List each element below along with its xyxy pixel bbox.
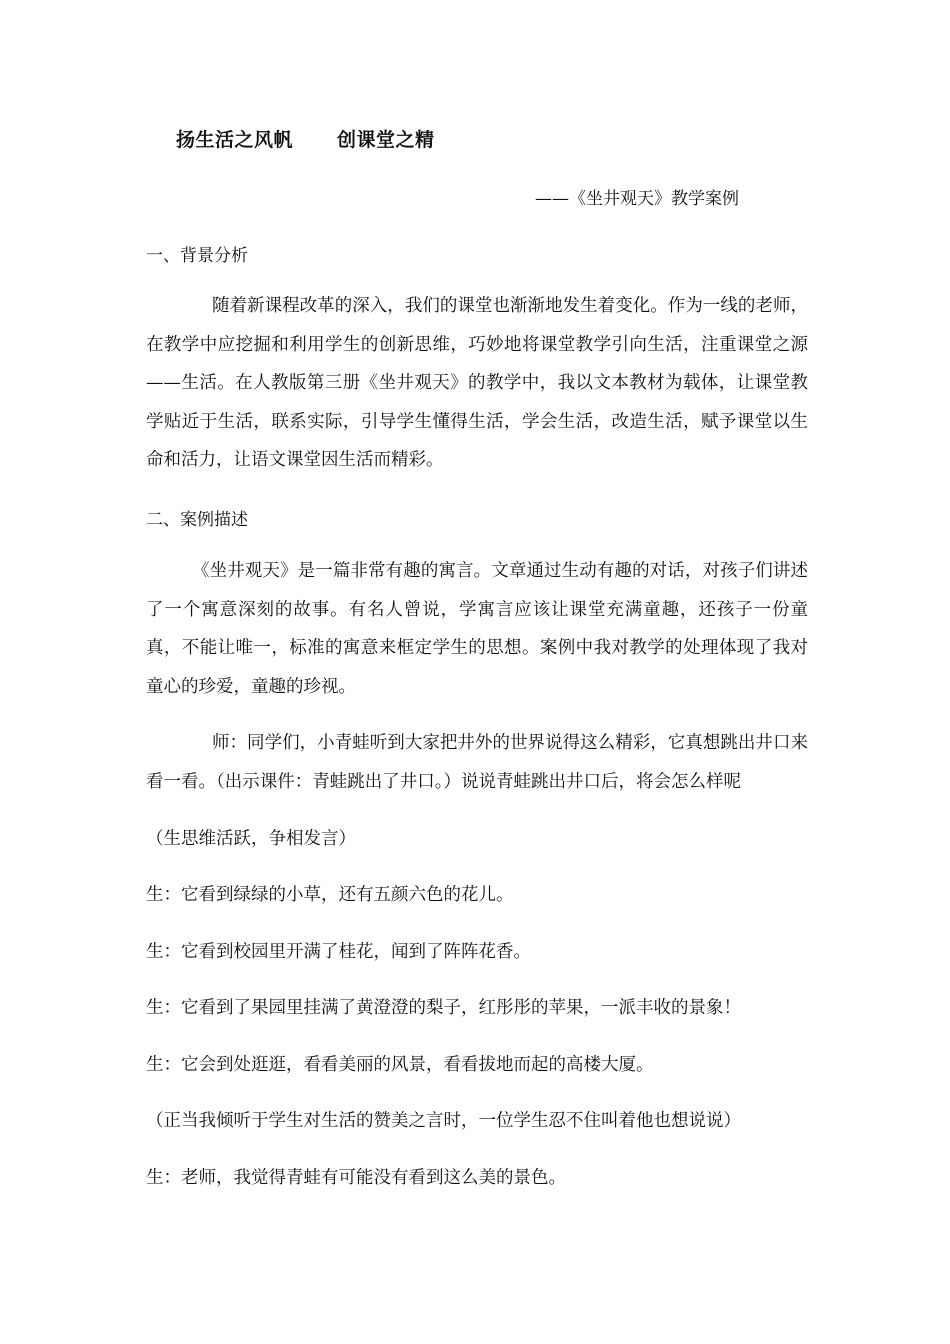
section-heading-case: 二、案例描述 — [146, 510, 248, 530]
background-paragraph: 随着新课程改革的深入，我们的课堂也渐渐地发生着变化。作为一线的老师，在教学中应挖掘和利用学生的创新思维，巧妙地将课堂教学引向生活，注重课堂之源——生活。在人教版第三册《坐井观天》的教学中，我以文本教材为载体，让课堂教学贴近于生活，联系实际，引导学生懂得生活，学会生活，改造生活，赋予课堂以生命和活力，让语文课堂因生活而精彩。 — [146, 296, 808, 470]
dialogue-line: 生：它看到校园里开满了桂花，闻到了阵阵花香。 — [146, 942, 531, 962]
section-heading-background: 一、背景分析 — [146, 246, 248, 266]
dialogue-line: 生：它看到绿绿的小草，还有五颜六色的花儿。 — [146, 885, 514, 905]
title-part-1: 扬生活之风帆 — [176, 129, 294, 151]
dialogue-line: 生：它看到了果园里挂满了黄澄澄的梨子，红彤彤的苹果，一派丰收的景象！ — [146, 998, 741, 1018]
teacher-dialogue: 师：同学们，小青蛙听到大家把井外的世界说得这么精彩，它真想跳出井口来看一看。（出示课件：青蛙跳出了井口。）说说青蛙跳出井口后，将会怎么样呢 — [146, 733, 808, 792]
dialogue-line: 生：老师，我觉得青蛙有可能没有看到这么美的景色。 — [146, 1168, 566, 1188]
dialogue-line: 生：它会到处逛逛，看看美丽的风景，看看拔地而起的高楼大厦。 — [146, 1055, 654, 1075]
dialogue-line: （正当我倾听于学生对生活的赞美之言时，一位学生忍不住叫着他也想说说） — [146, 1111, 741, 1131]
dialogue-line: （生思维活跃，争相发言） — [146, 829, 356, 849]
document-subtitle: ——《坐井观天》教学案例 — [535, 189, 739, 209]
document-title — [176, 125, 435, 152]
title-part-2: 创课堂之精 — [337, 129, 435, 151]
case-paragraph: 《坐井观天》是一篇非常有趣的寓言。文章通过生动有趣的对话，对孩子们讲述了一个寓意深刻的故事。有名人曾说，学寓言应该让课堂充满童趣，还孩子一份童真，不能让唯一，标准的寓意来框定学生的思想。案例中我对教学的处理体现了我对童心的珍爱，童趣的珍视。 — [146, 561, 808, 697]
